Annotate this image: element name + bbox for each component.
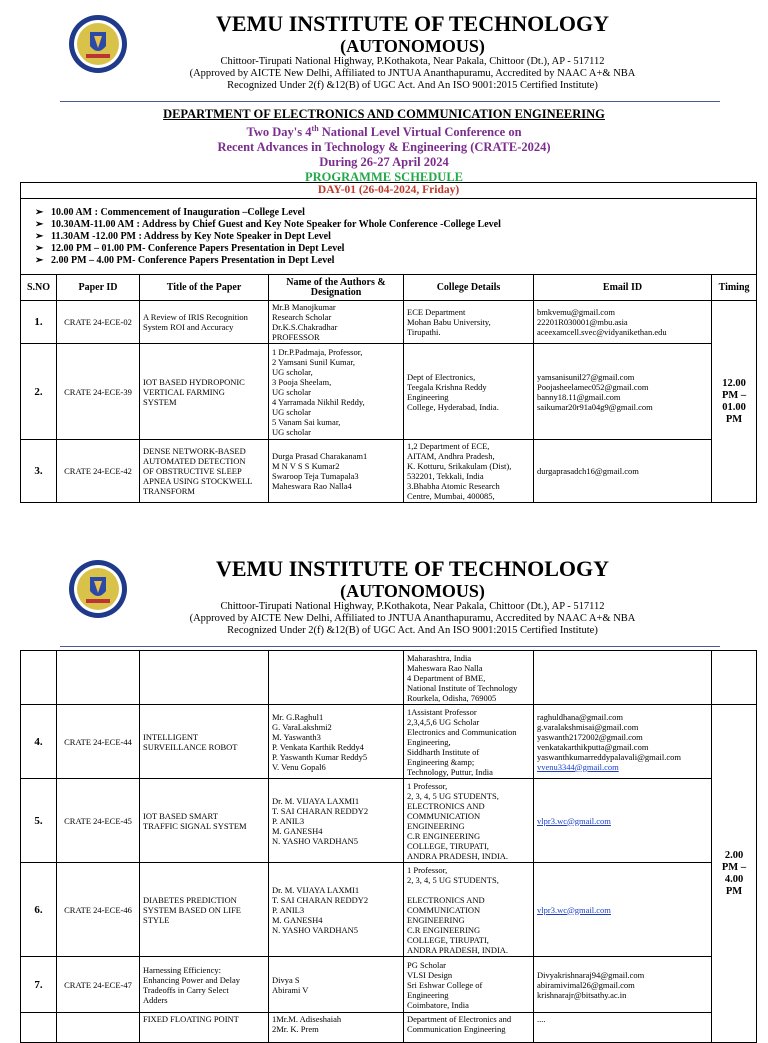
row-college: 1Assistant Professor 2,3,4,5,6 UG Scholar Electronics and Communication Engineering, Siddharth Institute of Engineering &amp; Technology, Puttur, India (404, 705, 534, 779)
email-link[interactable]: vvenu3344@gmail.com (537, 761, 619, 772)
page-2 (0, 545, 768, 1034)
row-authors: 1 Dr.P.Padmaja, Professor, 2 Yamsani Sunil Kumar, UG scholar, 3 Pooja Sheelam, UG scholar 4 Yarramada Nikhil Reddy, UG scholar 5 Vanam Sai kumar, UG scholar (269, 344, 404, 440)
row-college: Dept of Electronics, Teegala Krishna Reddy Engineering College, Hyderabad, India. (404, 344, 534, 440)
event-item: ➢ 10.30AM-11.00 AM : Address by Chief Guest and Key Note Speaker for Whole Conference -College Level (39, 219, 753, 231)
row-email: .... (534, 1013, 712, 1043)
col-timing: Timing (712, 275, 757, 301)
schedule-table-page-1 (20, 182, 757, 503)
row-college: PG Scholar VLSI Design Sri Eshwar College of Engineering Coimbatore, India (404, 957, 534, 1013)
row-college: 1,2 Department of ECE, AITAM, Andhra Pradesh, K. Kotturu, Srikakulam (Dist), 532201, Tekkali, India 3.Bhabha Atomic Research Centre, Mumbai, 400085, (404, 440, 534, 503)
col-college: College Details (404, 275, 534, 301)
institute-header (140, 545, 685, 637)
institute-header (140, 0, 685, 92)
page-1 (0, 0, 768, 510)
programme-schedule-title: PROGRAMME SCHEDULE (305, 170, 463, 185)
row-authors: Durga Prasad Charakanam1 M N V S S Kumar2 Swaroop Teja Tumapala3 Maheswara Rao Nalla4 (269, 440, 404, 503)
row-email: durgaprasadch16@gmail.com (534, 440, 712, 503)
event-item: ➢ 11.30AM -12.00 PM : Address by Key Note Speaker in Dept Level (39, 231, 753, 243)
day-heading: DAY-01 (26-04-2024, Friday) (21, 183, 757, 199)
row-authors: 1Mr.M. Adiseshaiah 2Mr. K. Prem (269, 1013, 404, 1043)
institute-address: Chittoor-Tirupati National Highway, P.Kothakota, Near Pakala, Chittoor (Dt.), AP - 517112 (220, 601, 605, 612)
row-title: DENSE NETWORK-BASED AUTOMATED DETECTION OF OBSTRUCTIVE SLEEP APNEA USING STOCKWELL TRANSFORM (140, 440, 269, 503)
college-seal-logo (68, 559, 128, 619)
col-email: Email ID (534, 275, 712, 301)
row-sno: 5. (21, 779, 57, 863)
row-college: Department of Electronics and Communication Engineering (404, 1013, 534, 1043)
col-title: Title of the Paper (140, 275, 269, 301)
row-authors (269, 651, 404, 705)
row-college: Maharashtra, India Maheswara Rao Nalla 4 Department of BME, National Institute of Technology Rourkela, Odisha, 769005 (404, 651, 534, 705)
row-authors: Mr.B Manojkumar Research Scholar Dr.K.S.Chakradhar PROFESSOR (269, 301, 404, 344)
row-paper-id: CRATE 24-ECE-46 (57, 863, 140, 957)
institute-name: VEMU INSTITUTE OF TECHNOLOGY (215, 11, 609, 36)
row-sno: 7. (21, 957, 57, 1013)
col-authors: Name of the Authors & Designation (269, 275, 404, 301)
conference-line-3: During 26-27 April 2024 (319, 155, 449, 170)
row-email: raghuldhana@gmail.com g.varalakshmisai@gmail.com yaswanth2172002@gmail.com venkatakarthikputta@gmail.com yaswanthkumarreddypalavali@gmail.com vvenu3344@gmail.com (534, 705, 712, 779)
row-sno: 6. (21, 863, 57, 957)
row-title: INTELLIGENT SURVEILLANCE ROBOT (140, 705, 269, 779)
department-block (20, 107, 748, 185)
event-item: ➢ 2.00 PM – 4.00 PM- Conference Papers Presentation in Dept Level (39, 255, 753, 267)
row-email: yamsanisunil27@gmail.com Poojasheelamec052@gmail.com banny18.11@gmail.com saikumar20r91a04g9@gmail.com (534, 344, 712, 440)
event-item: ➢ 12.00 PM – 01.00 PM- Conference Papers Presentation in Dept Level (39, 243, 753, 255)
row-college: 1 Professor, 2, 3, 4, 5 UG STUDENTS, ELECTRONICS AND COMMUNICATION ENGINEERING C.R ENGINEERING COLLEGE, TIRUPATI, ANDRA PRADESH, INDIA. (404, 779, 534, 863)
department-name: DEPARTMENT OF ELECTRONICS AND COMMUNICATION ENGINEERING (163, 107, 605, 121)
row-paper-id (57, 1013, 140, 1043)
row-paper-id: CRATE 24-ECE-47 (57, 957, 140, 1013)
row-title: A Review of IRIS Recognition System ROI and Accuracy (140, 301, 269, 344)
row-title: FIXED FLOATING POINT (140, 1013, 269, 1043)
row-title: DIABETES PREDICTION SYSTEM BASED ON LIFE STYLE (140, 863, 269, 957)
row-paper-id: CRATE 24-ECE-02 (57, 301, 140, 344)
row-title: IOT BASED HYDROPONIC VERTICAL FARMING SYSTEM (140, 344, 269, 440)
schedule-table-page-2 (20, 650, 757, 1043)
col-sno: S.NO (21, 275, 57, 301)
row-sno: 4. (21, 705, 57, 779)
row-email (534, 863, 712, 957)
table-row (21, 440, 757, 503)
email-link[interactable]: vlpr3.wc@gmail.com (537, 904, 611, 915)
row-paper-id: CRATE 24-ECE-42 (57, 440, 140, 503)
event-item: ➢ 10.00 AM : Commencement of Inauguration –College Level (39, 207, 753, 219)
col-paper-id: Paper ID (57, 275, 140, 301)
row-title (140, 651, 269, 705)
table-row (21, 651, 757, 705)
table-row (21, 779, 757, 863)
institute-name: VEMU INSTITUTE OF TECHNOLOGY (215, 556, 609, 581)
college-seal-logo (68, 14, 128, 74)
table-row (21, 301, 757, 344)
row-sno: 3. (21, 440, 57, 503)
conference-line-2: Recent Advances in Technology & Engineering (CRATE-2024) (217, 140, 551, 155)
row-sno: 2. (21, 344, 57, 440)
table-row (21, 863, 757, 957)
row-sno: 1. (21, 301, 57, 344)
institute-recognition: Recognized Under 2(f) &12(B) of UGC Act. And An ISO 9001:2015 Certified Institute) (227, 80, 598, 91)
row-title: IOT BASED SMART TRAFFIC SIGNAL SYSTEM (140, 779, 269, 863)
header-divider (60, 646, 720, 647)
row-paper-id: CRATE 24-ECE-45 (57, 779, 140, 863)
table-row (21, 1013, 757, 1043)
table-header-row (21, 275, 757, 301)
row-title: Harnessing Efficiency: Enhancing Power and Delay Tradeoffs in Carry Select Adders (140, 957, 269, 1013)
header-divider (60, 101, 720, 102)
row-sno (21, 651, 57, 705)
institute-approval: (Approved by AICTE New Delhi, Affiliated to JNTUA Ananthapuramu, Accredited by NAAC A+& NBA (189, 68, 636, 79)
row-college: ECE Department Mohan Babu University, Tirupathi. (404, 301, 534, 344)
institute-address: Chittoor-Tirupati National Highway, P.Kothakota, Near Pakala, Chittoor (Dt.), AP - 517112 (220, 56, 605, 67)
institute-autonomous: (AUTONOMOUS) (340, 36, 485, 56)
row-authors: Dr. M. VIJAYA LAXMI1 T. SAI CHARAN REDDY2 P. ANIL3 M. GANESH4 N. YASHO VARDHAN5 (269, 863, 404, 957)
row-sno (21, 1013, 57, 1043)
event-list (21, 199, 757, 275)
row-email: bmkvemu@gmail.com 22201R030001@mbu.asia aceexamcell.svec@vidyanikethan.edu (534, 301, 712, 344)
table-row (21, 344, 757, 440)
timing-slot-1: 12.00 PM – 01.00 PM (712, 301, 757, 503)
institute-recognition: Recognized Under 2(f) &12(B) of UGC Act. And An ISO 9001:2015 Certified Institute) (227, 625, 598, 636)
row-authors: Divya S Abirami V (269, 957, 404, 1013)
row-email (534, 651, 712, 705)
table-row (21, 957, 757, 1013)
row-paper-id (57, 651, 140, 705)
row-email (534, 779, 712, 863)
email-link[interactable]: vlpr3.wc@gmail.com (537, 815, 611, 826)
row-authors: Mr. G.Raghul1 G. VaraLakshmi2 M. Yaswanth3 P. Venkata Karthik Reddy4 P. Yaswanth Kumar Reddy5 V. Venu Gopal6 (269, 705, 404, 779)
row-email: Divyakrishnaraj94@gmail.com abiramivimal26@gmail.com krishnarajr@bitsathy.ac.in (534, 957, 712, 1013)
conference-line-1: Two Day's 4th National Level Virtual Conference on (246, 124, 522, 140)
institute-autonomous: (AUTONOMOUS) (340, 581, 485, 601)
row-college: 1 Professor, 2, 3, 4, 5 UG STUDENTS, ELECTRONICS AND COMMUNICATION ENGINEERING C.R ENGINEERING COLLEGE, TIRUPATI, ANDRA PRADESH, INDIA. (404, 863, 534, 957)
row-authors: Dr. M. VIJAYA LAXMI1 T. SAI CHARAN REDDY2 P. ANIL3 M. GANESH4 N. YASHO VARDHAN5 (269, 779, 404, 863)
institute-approval: (Approved by AICTE New Delhi, Affiliated to JNTUA Ananthapuramu, Accredited by NAAC A+& NBA (189, 613, 636, 624)
timing-empty (712, 651, 757, 705)
row-paper-id: CRATE 24-ECE-44 (57, 705, 140, 779)
timing-slot-2: 2.00 PM – 4.00 PM (712, 705, 757, 1043)
row-paper-id: CRATE 24-ECE-39 (57, 344, 140, 440)
table-row (21, 705, 757, 779)
